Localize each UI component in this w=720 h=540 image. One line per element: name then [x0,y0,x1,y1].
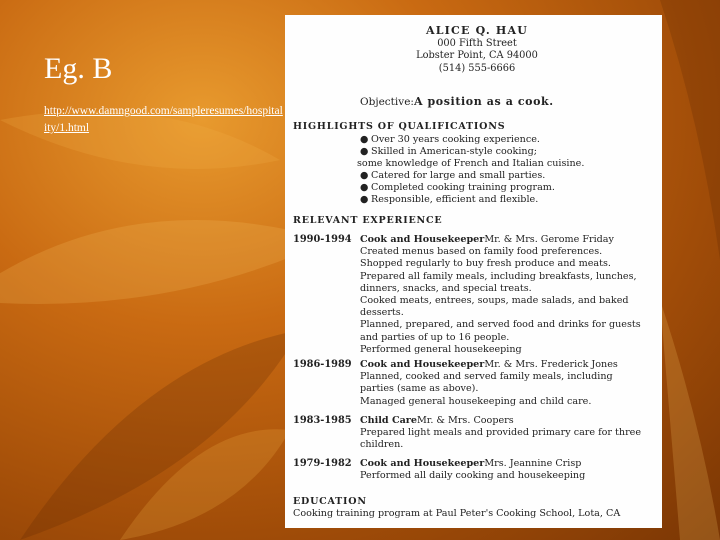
address-line: Lobster Point, CA 94000 [416,50,538,61]
objective-value: A position as a cook. [413,95,554,108]
highlight-item: ● Catered for large and small parties. [360,170,546,181]
highlights-list [357,134,660,206]
applicant-name: ALICE Q. HAU [426,24,528,37]
job-dates: 1986-1989 [293,359,352,370]
experience-heading: RELEVANT EXPERIENCE [293,215,443,226]
highlights-heading: HIGHLIGHTS OF QUALIFICATIONS [293,121,506,132]
job-dates: 1990-1994 [293,234,352,245]
job-dates: 1979-1982 [293,458,352,469]
job-entry: Cook and HousekeeperMrs. Jeannine Crisp Performed all daily cooking and housekeeping [360,458,586,482]
slide-title: Eg. B [44,52,113,85]
objective [360,95,554,108]
highlight-item: ● Responsible, efficient and flexible. [360,194,539,205]
source-link[interactable]: http://www.damngood.com/sampleresumes/hospitality/1.html [44,105,283,134]
job-entry: Cook and HousekeeperMr. & Mrs. Frederick Jones Planned, cooked and served family meals, including parties (same as above). Managed general housekeeping and child care. [360,359,618,407]
phone-line: (514) 555-6666 [438,62,516,74]
education-heading: EDUCATION [293,496,367,507]
resume-header [397,25,557,75]
objective-label: Objective: [360,96,414,108]
highlight-item: ● Completed cooking training program. [360,182,555,193]
education-entry: Cooking training program at Paul Peter's Cooking School, Lota, CA [293,508,621,519]
job-dates: 1983-1985 [293,415,352,426]
job-entry: Cook and HousekeeperMr. & Mrs. Gerome Friday Created menus based on family food preferences. Shopped regularly to buy fresh produce and meats. Prepared all family meals, including breakfasts, lunches, dinners, snacks, and special treats. Cooked meats, entrees, soups, made salads, and baked desserts. Planned, prepared, and served food and drinks for guests and parties of up to 16 people. Performed general housekeeping [360,234,641,355]
job-entry: Child CareMr. & Mrs. Coopers Prepared light meals and provided primary care for three children. [360,415,642,451]
address-line: 000 Fifth Street [437,37,517,49]
highlight-item: ● Skilled in American-style cooking; [360,146,537,157]
highlight-item: ● Over 30 years cooking experience. [360,134,540,145]
resume-document [285,15,662,528]
highlight-item: some knowledge of French and Italian cuisine. [357,158,585,169]
